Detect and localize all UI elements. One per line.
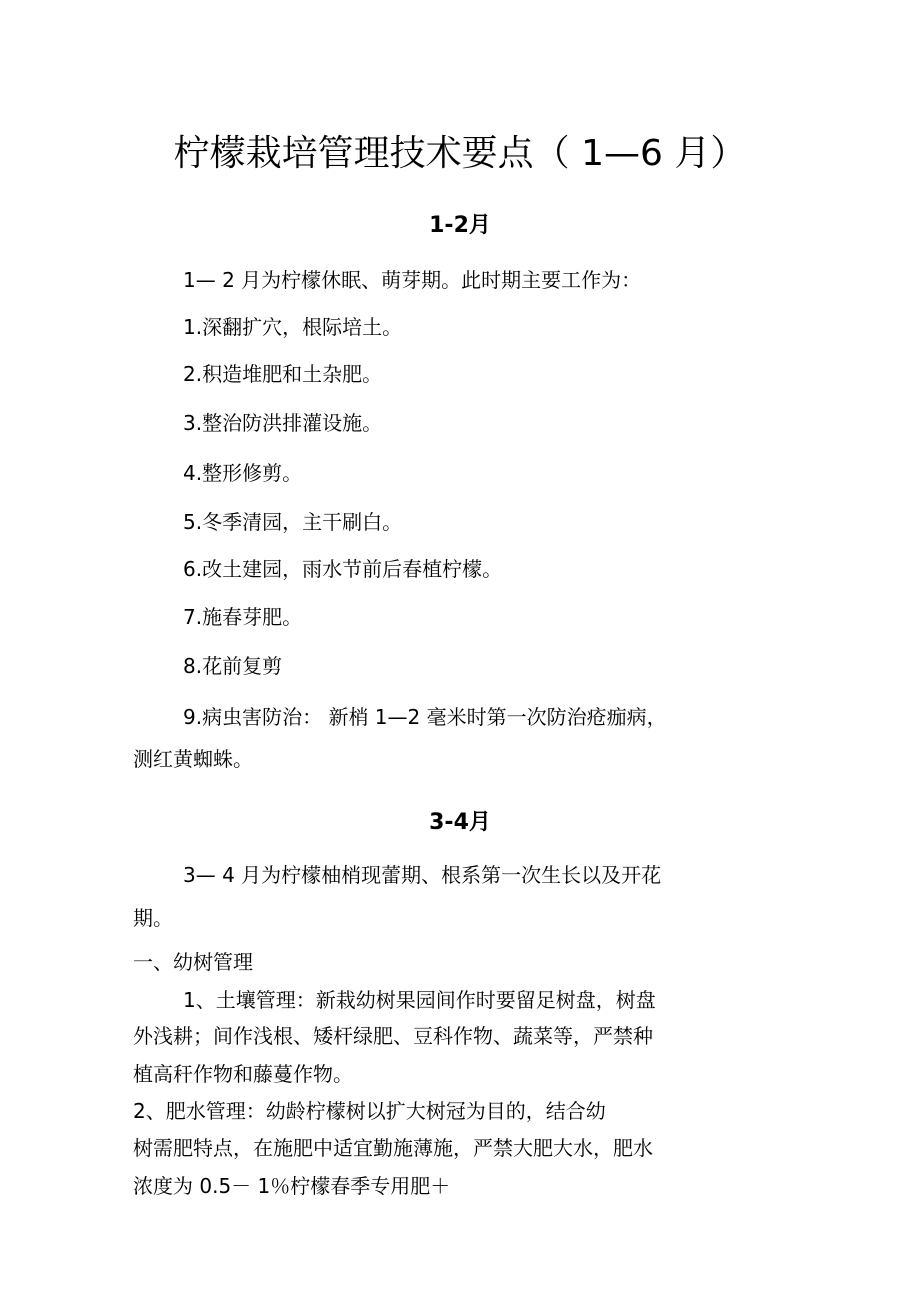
list-item: 3.整治防洪排灌设施。 — [183, 411, 383, 435]
document-title: 柠檬栽培管理技术要点（ 1—6 月） — [173, 133, 747, 174]
list-item: 5.冬季清园，主干刷白。 — [183, 510, 403, 534]
paragraph-fertilizer-line3: 浓度为 0.5－ 1％柠檬春季专用肥＋ — [133, 1174, 451, 1198]
list-item: 7.施春芽肥。 — [183, 605, 303, 629]
list-item: 2.积造堆肥和土杂肥。 — [183, 362, 383, 386]
paragraph-soil-line1: 1、土壤管理：新栽幼树果园间作时要留足树盘，树盘 — [183, 988, 656, 1012]
section1-intro: 1— 2 月为柠檬休眠、萌芽期。此时期主要工作为： — [183, 268, 642, 292]
list-item: 9.病虫害防治： 新梢 1—2 毫米时第一次防治疮痂病， — [183, 705, 667, 729]
section-heading-3-4: 3-4月 — [429, 810, 491, 835]
list-item: 8.花前复剪 — [183, 654, 283, 678]
sub-heading-young-tree: 一、幼树管理 — [133, 950, 253, 974]
paragraph-soil-line3: 植高秆作物和藤蔓作物。 — [133, 1062, 353, 1086]
section2-intro-line2: 期。 — [133, 906, 173, 930]
list-item: 6.改土建园，雨水节前后春植柠檬。 — [183, 557, 503, 581]
section2-intro-line1: 3— 4 月为柠檬柚梢现蕾期、根系第一次生长以及开花 — [183, 863, 662, 887]
list-item: 4.整形修剪。 — [183, 461, 303, 485]
paragraph-fertilizer-line1: 2、肥水管理：幼龄柠檬树以扩大树冠为目的，结合幼 — [133, 1099, 606, 1123]
list-item-continuation: 测红黄蜘蛛。 — [133, 747, 253, 771]
paragraph-soil-line2: 外浅耕；间作浅根、矮杆绿肥、豆科作物、蔬菜等，严禁种 — [133, 1024, 653, 1048]
paragraph-fertilizer-line2: 树需肥特点，在施肥中适宜勤施薄施，严禁大肥大水，肥水 — [133, 1136, 653, 1160]
section-heading-1-2: 1-2月 — [429, 213, 491, 238]
list-item: 1.深翻扩穴，根际培土。 — [183, 315, 403, 339]
